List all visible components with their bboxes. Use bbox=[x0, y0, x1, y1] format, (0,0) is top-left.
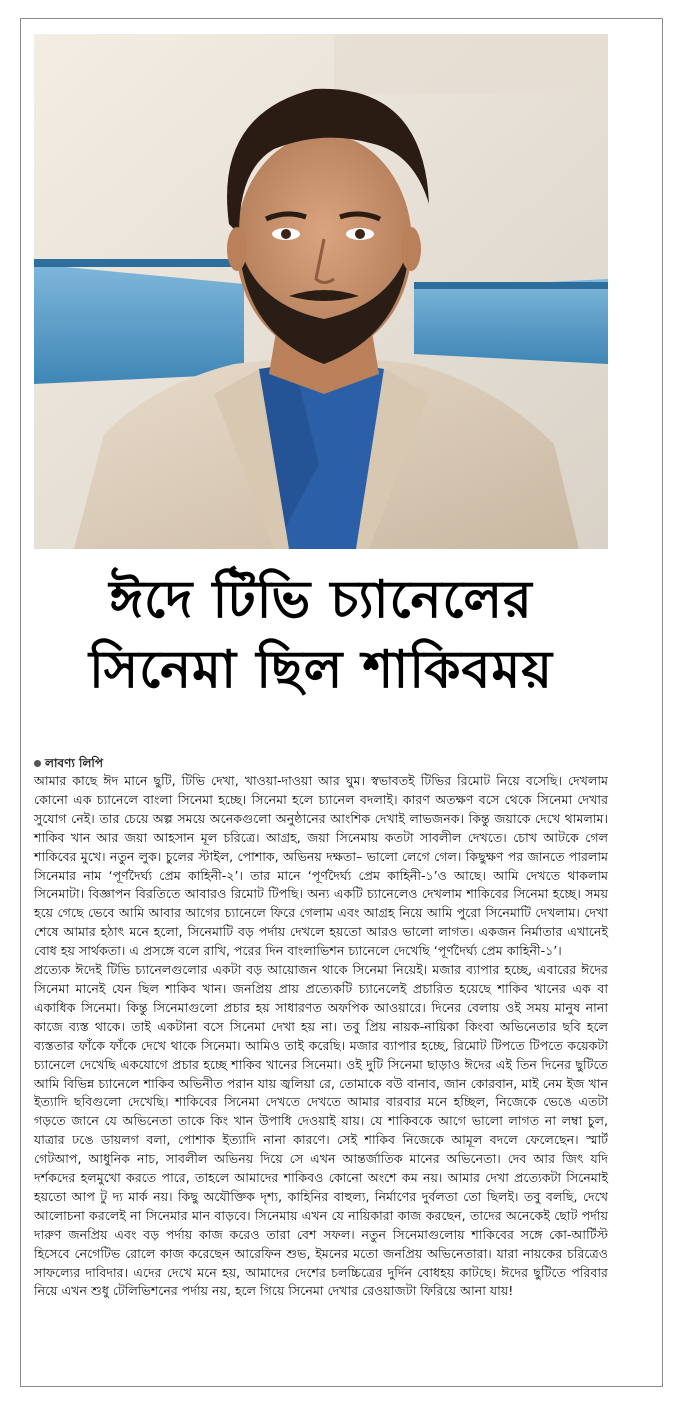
actor-photo-illustration bbox=[34, 34, 608, 549]
actor-photo bbox=[34, 34, 608, 549]
article-body bbox=[34, 772, 608, 1301]
paragraph-1: আমার কাছে ঈদ মানে ছুটি, টিভি দেখা, খাওয়া-দাওয়া আর ঘুম। স্বভাবতই টিভির রিমোট নিয়ে বসেছি। দেখলাম কোনো এক চ্যানেলে বাংলা সিনেমা হচ্ছে। সিনেমা হলে চ্যানেল বদলাই। কারণ অতক্ষণ বসে থেকে সিনেমা দেখার সুযোগ নেই। তার চেয়ে অল্প সময়ে অনেকগুলো অনুষ্ঠানের আংশিক দেখাই লাভজনক। কিন্তু জয়াকে দেখে থামলাম। শাকিব খান আর জয়া আহসান মূল চরিত্রে। আগ্রহ, জয়া সিনেমায় কতটা সাবলীল দেখতে। চোখ আটকে গেল শাকিবের মুখে। নতুন লুক। চুলের স্টাইল, পোশাক, অভিনয় দক্ষতা– ভালো লেগে গেল। কিছুক্ষণ পর জানতে পারলাম সিনেমার নাম ‘পূর্ণদৈর্ঘ্য প্রেম কাহিনী-২’। তার মানে ‘পূর্ণদৈর্ঘ্য প্রেম কাহিনী-১’ও আছে। আমি দেখতে থাকলাম সিনেমাটা। বিজ্ঞাপন বিরতিতে আবারও রিমোট টিপছি। অন্য একটি চ্যানেলেও দেখলাম শাকিবের সিনেমা হচ্ছে। সময় হয়ে গেছে ভেবে আমি আবার আগের চ্যানেলে ফিরে গেলাম এবং আগ্রহ নিয়ে আমি পুরো সিনেমাটি দেখলাম। দেখা শেষে আমার হঠাৎ মনে হলো, সিনেমাটি বড় পর্দায় দেখলে হয়তো আরও ভালো লাগত। একজন নির্মাতার এখানেই বোধ হয় সার্থকতা। এ প্রসঙ্গে বলে রাখি, পরের দিন বাংলাভিশন চ্যানেলে দেখেছি ‘পূর্ণদৈর্ঘ্য প্রেম কাহিনী-১’। bbox=[34, 773, 608, 959]
headline-line-2: সিনেমা ছিল শাকিবময় bbox=[88, 640, 553, 700]
paragraph-2: প্রত্যেক ঈদেই টিভি চ্যানেলগুলোর একটা বড় আয়োজন থাকে সিনেমা নিয়েই। মজার ব্যাপার হচ্ছে, এবারের ঈদের সিনেমা মানেই যেন ছিল শাকিব খান। জনপ্রিয় প্রায় প্রত্যেকটি চ্যানেলেই প্রচারিত হয়েছে শাকিব খানের এক বা একাধিক সিনেমা। কিন্তু সিনেমাগুলো প্রচার হয় সাধারণত অফপিক আওয়ারে। দিনের বেলায় ওই সময় মানুষ নানা কাজে ব্যস্ত থাকে। তাই একটানা বসে সিনেমা দেখা হয় না। তবু প্রিয় নায়ক-নায়িকা কিংবা অভিনেতার ছবি হলে ব্যস্ততার ফাঁকে ফাঁকে দেখে থাকে সিনেমা। আমিও তাই করেছি। মজার ব্যাপার হচ্ছে, রিমোট টিপতে টিপতে কয়েকটা চ্যানেলে দেখেছি একযোগে প্রচার হচ্ছে শাকিব খানের সিনেমা। ওই দুটি সিনেমা ছাড়াও ঈদের এই তিন দিনের ছুটিতে আমি বিভিন্ন চ্যানেলে শাকিব অভিনীত পরান যায় জ্বলিয়া রে, তোমাকে বউ বানাব, জান কোরবান, মাই নেম ইজ খান ইত্যাদি ছবিগুলো দেখেছি। শাকিবের সিনেমা দেখতে দেখতে আমার বারবার মনে হচ্ছিল, নিজেকে ভেঙে এতটা গড়তে জানে যে অভিনেতা তাকে কিং খান উপাধি দেওয়াই যায়। যে শাকিবকে আগে ভালো লাগত না লম্বা চুল, যাত্রার ঢঙে ডায়লগ বলা, পোশাক ইত্যাদি নানা কারণে। সেই শাকিব নিজেকে আমূল বদলে ফেলেছেন। স্মার্ট গেটআপ, আধুনিক নাচ, সাবলীল অভিনয় দিয়ে সে এখন আন্তর্জাতিক মানের অভিনেতা। দেব আর জিৎ যদি দর্শকদের হলমুখো করতে পারে, তাহলে আমাদের শাকিবও কোনো অংশে কম নয়। আমার দেখা প্রত্যেকটা সিনেমাই হয়তো আপ টু দ্য মার্ক নয়। কিছু অযৌক্তিক দৃশ্য, কাহিনির বাহুল্য, নির্মাণের দুর্বলতা তো ছিলই। তবু বলছি, দেখে আলোচনা করলেই না সিনেমার মান বাড়বে। সিনেমায় এখন যে নায়িকারা কাজ করছেন, তাদের অনেকেই ছোট পর্দায় দারুণ জনপ্রিয় এবং বড় পর্দায় কাজ করেও তারা বেশ সফল। নতুন সিনেমাগুলোয় শাকিবের সঙ্গে কো-আর্টিস্ট হিসেবে নেগেটিভ রোলে কাজ করেছেন আরেফিন শুভ, ইমনের মতো জনপ্রিয় অভিনেতারা। যারা নায়কের চরিত্রেও সাফল্যের দাবিদার। এদের দেখে মনে হয়, আমাদের দেশের চলচ্চিত্রের দুর্দিন বোধহয় কাটছে। ঈদের ছুটিতে পরিবার নিয়ে এখন শুধু টেলিভিশনের পর্দায় নয়, হলে গিয়ে সিনেমা দেখার রেওয়াজটা ফিরিয়ে আনা যায়! bbox=[34, 962, 608, 1299]
bullet-icon bbox=[34, 760, 41, 767]
headline bbox=[34, 565, 608, 705]
headline-line-1: ঈদে টিভি চ্যানেলের bbox=[109, 570, 533, 630]
author-name: লাবণ্য লিপি bbox=[45, 756, 103, 770]
